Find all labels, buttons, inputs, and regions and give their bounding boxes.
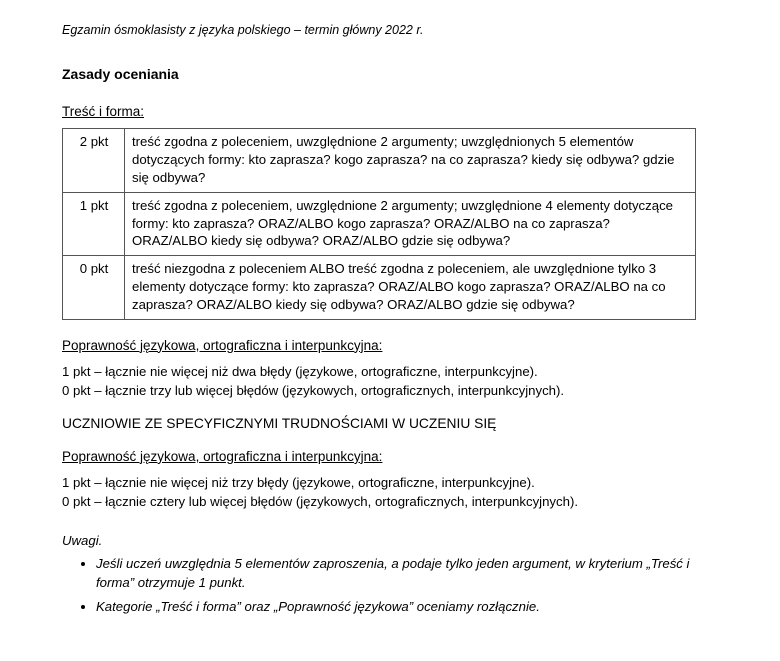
notes-label: Uwagi. [62, 533, 103, 549]
description-cell: treść zgodna z poleceniem, uwzględnione 2 argumenty; uwzględnionych 5 elementów dotyczących formy: kto zaprasza? kogo zaprasza? na co zaprasza? kiedy się odbywa? gdzie się odbywa? [125, 129, 696, 192]
description-cell: treść niezgodna z poleceniem ALBO treść zgodna z poleceniem, ale uwzględnione tylko 3 elementy dotyczące formy: kto zaprasza? ORAZ/ALBO kogo zaprasza? ORAZ/ALBO na co zaprasza? ORAZ/ALBO kiedy się odbywa? ORAZ/ALBO gdzie się odbywa? [125, 256, 696, 319]
points-cell: 2 pkt [63, 129, 125, 192]
correctness-block-special [62, 449, 718, 511]
correctness-heading-standard: Poprawność językowa, ortograficzna i interpunkcyjna: [62, 337, 383, 353]
correctness-rule-1pkt: 1 pkt – łącznie nie więcej niż dwa błędy (językowe, ortograficzne, interpunkcyjne). [62, 363, 538, 379]
points-cell: 1 pkt [63, 192, 125, 255]
correctness-rule-special-0pkt: 0 pkt – łącznie cztery lub więcej błędów (językowych, ortograficznych, interpunkcyjnych). [62, 493, 578, 509]
criteria-table [62, 128, 696, 319]
list-item: • Jeśli uczeń uwzględnia 5 elementów zaproszenia, a podaje tylko jeden argument, w kryterium „Treść i forma” otrzymuje 1 punkt. [96, 554, 718, 592]
notes-list [62, 554, 718, 616]
correctness-rule-0pkt: 0 pkt – łącznie trzy lub więcej błędów (językowych, ortograficznych, interpunkcyjnych). [62, 382, 565, 398]
correctness-block-standard [62, 338, 718, 400]
correctness-heading-special: Poprawność językowa, ortograficzna i interpunkcyjna: [62, 448, 383, 464]
list-item: • Kategorie „Treść i forma” oraz „Poprawność językowa” oceniamy rozłącznie. [96, 597, 718, 616]
table-row [63, 129, 696, 192]
special-needs-heading: UCZNIOWIE ZE SPECYFICZNYMI TRUDNOŚCIAMI W UCZENIU SIĘ [62, 415, 497, 431]
points-cell: 0 pkt [63, 256, 125, 319]
page-title: Zasady oceniania [62, 66, 179, 83]
criteria-heading: Treść i forma: [62, 104, 145, 120]
document-header: Egzamin ósmoklasisty z języka polskiego – termin główny 2022 r. [62, 23, 424, 37]
correctness-rule-special-1pkt: 1 pkt – łącznie nie więcej niż trzy błędy (językowe, ortograficzne, interpunkcyjne). [62, 474, 535, 490]
description-cell: treść zgodna z poleceniem, uwzględnione 2 argumenty; uwzględnione 4 elementy dotyczące formy: kto zaprasza? ORAZ/ALBO kogo zaprasza? ORAZ/ALBO na co zaprasza? ORAZ/ALBO kiedy się odbywa? ORAZ/ALBO gdzie się odbywa? [125, 192, 696, 255]
table-row [63, 192, 696, 255]
table-row [63, 256, 696, 319]
